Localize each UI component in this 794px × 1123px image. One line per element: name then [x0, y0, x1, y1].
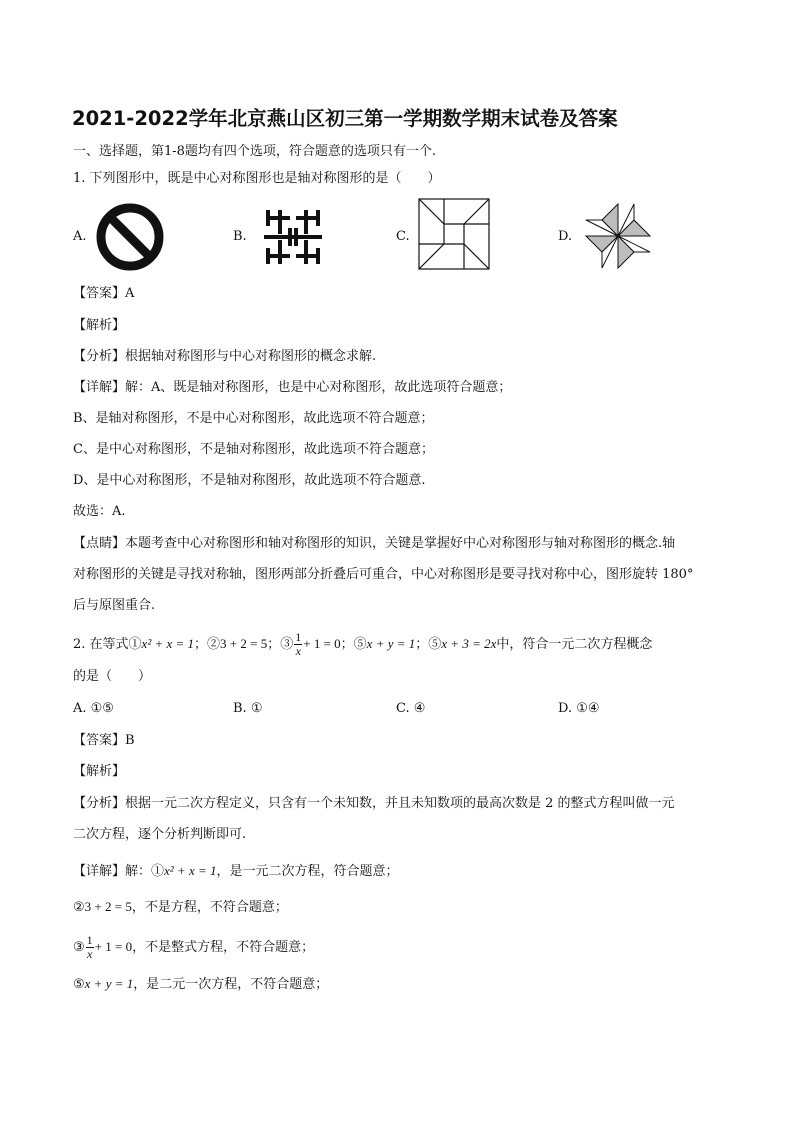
equation-2: 3 + 2 = 5 — [220, 636, 268, 651]
q1-analysis-heading: 【解析】 — [73, 318, 126, 333]
q1-comment-line: 对称图形的关键是寻找对称轴，图形两部分折叠后可重合，中心对称图形是要寻找对称中心，图形旋转 180° — [73, 567, 694, 582]
section-heading: 一、选择题，第1-8题均有四个选项，符合题意的选项只有一个. — [73, 144, 437, 159]
q1-option-b-label: B. — [233, 229, 247, 244]
windmill-figure — [585, 203, 651, 269]
q1-analysis: 【分析】根据轴对称图形与中心对称图形的概念求解. — [73, 349, 377, 364]
equation-5: x + 3 = 2x — [441, 636, 497, 651]
q1-detail-line: D、是中心对称图形，不是轴对称图形，故此选项不符合题意. — [73, 473, 426, 488]
page-title: 2021-2022学年北京燕山区初三第一学期数学期末试卷及答案 — [72, 107, 618, 130]
q1-stem: 1. 下列图形中，既是中心对称图形也是轴对称图形的是（ ） — [73, 171, 441, 186]
q1-option-a-label: A. — [73, 229, 87, 244]
q1-option-c-label: C. — [396, 229, 410, 244]
equation-1: x² + x = 1 — [141, 636, 195, 651]
q2-analysis-line: 二次方程，逐个分析判断即可. — [73, 827, 247, 842]
lattice-pattern-figure — [262, 206, 324, 268]
q1-choice: 故选：A. — [73, 504, 126, 519]
square-pinwheel-figure — [418, 198, 490, 272]
q2-option-c: C. ④ — [396, 701, 426, 716]
q2-answer: 【答案】B — [73, 733, 135, 748]
q2-analysis-line: 【分析】根据一元二次方程定义，只含有一个未知数，并且未知数项的最高次数是 2 的整式方程叫做一元 — [73, 796, 675, 811]
equation-4: x + y = 1 — [366, 636, 416, 651]
q1-detail-line: 【详解】解：A、既是轴对称图形，也是中心对称图形，故此选项符合题意； — [73, 380, 512, 395]
fraction-1-over-x: $\frac{1}{x}$ — [295, 630, 302, 658]
fraction-1-over-x: $\frac{1}{x}$ — [86, 933, 93, 961]
q2-option-a: A. ①⑤ — [73, 701, 114, 716]
no-entry-symbol-figure — [95, 202, 165, 272]
q2-detail-4: ⑤x + y = 1，是二元一次方程，不符合题意； — [73, 976, 329, 992]
q2-detail-2: ②3 + 2 = 5，不是方程，不符合题意； — [73, 899, 288, 915]
q2-option-b: B. ① — [233, 701, 263, 716]
q1-answer: 【答案】A — [73, 286, 135, 301]
q2-analysis-heading: 【解析】 — [73, 764, 126, 779]
q2-option-d: D. ①④ — [558, 701, 600, 716]
q2-detail-3: ③ $\frac{1}{x}$ + 1 = 0，不是整式方程，不符合题意； — [73, 933, 315, 961]
q1-comment-line: 【点睛】本题考查中心对称图形和轴对称图形的知识，关键是掌握好中心对称图形与轴对称图形的概念.轴 — [73, 536, 676, 551]
q1-detail-line: B、是轴对称图形，不是中心对称图形，故此选项不符合题意； — [73, 411, 434, 426]
q2-stem: 2. 在等式①x² + x = 1；②3 + 2 = 5；③ $\frac{1}{x}$ + 1 = 0；⑤x + y = 1；⑤x + 3 = 2x中，符合一元二次方程概念 — [73, 630, 653, 658]
q2-stem-cont: 的是（ ） — [73, 669, 152, 684]
q2-detail-1: 【详解】解：①x² + x = 1，是一元二次方程，符合题意； — [73, 863, 399, 879]
q1-comment-line: 后与原图重合. — [73, 598, 156, 613]
q1-detail-line: C、是中心对称图形，不是轴对称图形，故此选项不符合题意； — [73, 442, 434, 457]
q1-option-d-label: D. — [558, 229, 573, 244]
